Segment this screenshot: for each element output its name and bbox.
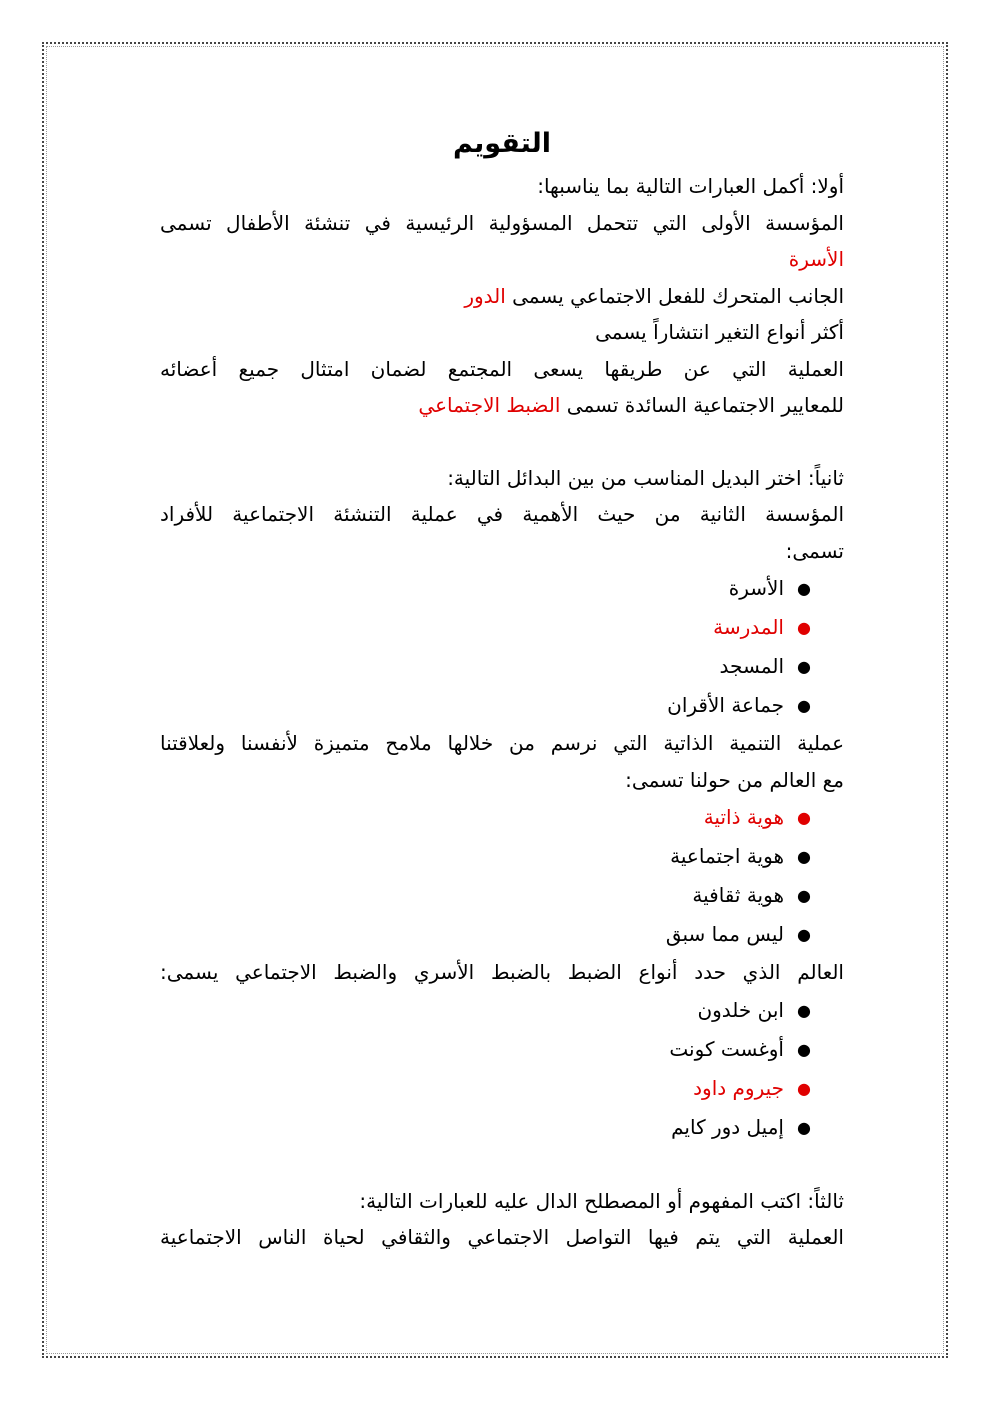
bullet-icon: ● <box>797 1117 811 1137</box>
section2-q1-options <box>160 569 844 725</box>
section2-q1-line2: تسمى: <box>785 538 844 563</box>
option-text: هوية ذاتية <box>703 805 784 829</box>
section1-q4-text: للمعايير الاجتماعية السائدة تسمى <box>560 393 844 417</box>
spacer <box>160 1147 844 1183</box>
option-item <box>160 876 844 915</box>
section3-heading: ثالثاً: اكتب المفهوم أو المصطلح الدال عليه للعبارات التالية: <box>359 1188 844 1213</box>
option-text: جيروم داود <box>693 1075 784 1100</box>
bullet-icon: ● <box>797 808 811 827</box>
option-text: ابن خلدون <box>697 997 784 1022</box>
option-item <box>160 569 844 608</box>
bullet-icon: ● <box>797 925 811 944</box>
section1-q3: أكثر أنواع التغير انتشاراً يسمى <box>595 320 844 344</box>
option-item <box>160 608 844 647</box>
option-text: المدرسة <box>713 615 784 639</box>
option-item <box>160 1030 844 1069</box>
section2-q2-options <box>160 798 844 954</box>
option-item <box>160 837 844 876</box>
option-text: أوغست كونت <box>669 1036 784 1061</box>
section1-q2-answer: الدور <box>464 283 506 308</box>
section2-q2-line1: عملية التنمية الذاتية التي نرسم من خلالها ملامح متميزة لأنفسنا ولعلاقتنا <box>160 731 844 755</box>
bullet-icon: ● <box>797 1039 811 1059</box>
option-text: هوية ثقافية <box>692 883 784 907</box>
section1-q1: المؤسسة الأولى التي تتحمل المسؤولية الرئيسية في تنشئة الأطفال تسمى <box>160 210 844 235</box>
bullet-icon: ● <box>797 886 811 905</box>
section1-q2-text: الجانب المتحرك للفعل الاجتماعي يسمى <box>505 283 844 308</box>
bullet-icon: ● <box>797 1000 811 1020</box>
option-item <box>160 798 844 837</box>
section2-q3-options <box>160 991 844 1147</box>
option-item <box>160 647 844 686</box>
option-text: إميل دور كايم <box>671 1114 784 1139</box>
section2-q1-line1: المؤسسة الثانية من حيث الأهمية في عملية التنشئة الاجتماعية للأفراد <box>160 502 844 526</box>
option-text: ليس مما سبق <box>665 922 784 946</box>
section3-q1: العملية التي يتم فيها التواصل الاجتماعي والثقافي لحياة الناس الاجتماعية <box>160 1225 844 1249</box>
option-text: هوية اجتماعية <box>670 844 784 868</box>
worksheet <box>160 122 844 1256</box>
spacer <box>160 424 844 460</box>
option-item <box>160 1069 844 1108</box>
section1-q4-answer: الضبط الاجتماعي <box>418 393 561 417</box>
option-text: جماعة الأقران <box>667 693 784 717</box>
option-item <box>160 915 844 954</box>
option-item <box>160 686 844 725</box>
section2-heading: ثانياً: اختر البديل المناسب من بين البدائل التالية: <box>447 465 844 490</box>
section2-q2-line2: مع العالم من حولنا تسمى: <box>625 767 844 792</box>
bullet-icon: ● <box>797 657 811 676</box>
section1-q4-line1: العملية التي عن طريقها يسعى المجتمع لضمان امتثال جميع أعضائه <box>160 356 844 381</box>
bullet-icon: ● <box>797 696 811 715</box>
section1-q2 <box>160 278 844 315</box>
option-text: الأسرة <box>728 576 784 600</box>
bullet-icon: ● <box>797 1078 811 1098</box>
bullet-icon: ● <box>797 618 811 637</box>
option-item <box>160 991 844 1030</box>
option-text: المسجد <box>719 654 784 678</box>
option-item <box>160 1108 844 1147</box>
section1-heading: أولا: أكمل العبارات التالية بما يناسبها: <box>537 174 844 198</box>
section1-q4-line2 <box>160 387 844 424</box>
page-title: التقويم <box>452 128 552 159</box>
section1-q1-answer: الأسرة <box>788 247 844 271</box>
bullet-icon: ● <box>797 579 811 598</box>
section2-q3: العالم الذي حدد أنواع الضبط بالضبط الأسري والضبط الاجتماعي يسمى: <box>160 960 844 984</box>
bullet-icon: ● <box>797 847 811 866</box>
